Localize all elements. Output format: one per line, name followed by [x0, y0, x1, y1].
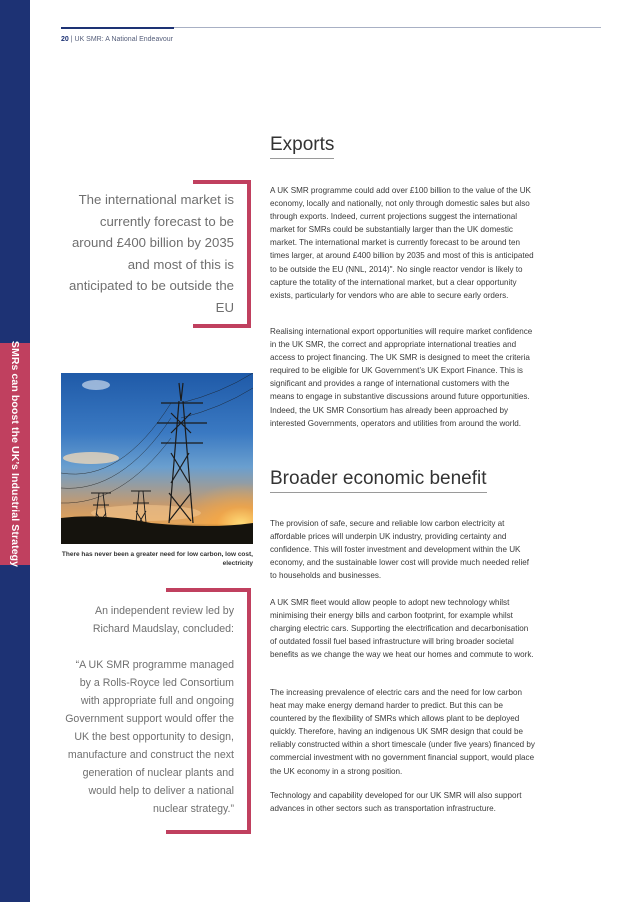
- page-number: 20: [61, 36, 69, 43]
- pylons-illustration: [61, 373, 253, 544]
- review-quote-block: [62, 602, 234, 818]
- pull-quote-market-forecast: The international market is currently forecast to be around £400 billion by 2035 and most of this is anticipated to be outside the EU: [69, 192, 234, 315]
- section-side-tab-label: SMRs can boost the UK’s Industrial Strategy: [9, 340, 21, 568]
- exports-paragraph-2: Realising international export opportunities will require market confidence in the UK SMR, the correct and appropriate international treaties and access to project financing. The UK SMR is designed to meet the criteria required to be eligible for UK Government’s UK Export Finance. This is significant and provides a range of international customers with the means to engage in substantive discussions around future opportunities. Indeed, the UK SMR Consortium has already been approached by interested Governments, operators and utilities from around the world.: [270, 327, 533, 428]
- broader-benefit-heading: Broader economic benefit: [270, 468, 487, 493]
- broader-paragraph-3: The increasing prevalence of electric cars and the need for low carbon heat may make energy demand harder to predict. But this can be countered by the flexibility of SMRs which allows plant to be deployed quickly. Therefore, having an indigenous UK SMR design that could be reliably constructed within a short timescale (under five years) financed by commercial investment with no government financial support, would place the UK economy in a strong position.: [270, 688, 535, 776]
- review-quote-intro: An independent review led by Richard Maudslay, concluded:: [92, 605, 234, 635]
- photo-caption: There has never been a greater need for low carbon, low cost, electricity: [61, 551, 253, 567]
- running-head: [61, 36, 173, 43]
- broader-paragraph-1: The provision of safe, secure and reliable low carbon electricity at affordable prices will underpin UK industry, providing certainty and confidence. This will foster investment and development within the UK economy, and the sustainable lower cost will provide much needed relief to households and businesses.: [270, 519, 529, 581]
- running-title: UK SMR: A National Endeavour: [74, 36, 173, 43]
- broader-paragraph-2: A UK SMR fleet would allow people to adopt new technology whilst minimising their energy bills and carbon footprint, for example whilst charging electric cars. Supporting the electrification and decarbonisation of outdated fossil fuel based infrastructure will bring broader societal benefits as we change the way we heat our homes and commute to work.: [270, 598, 534, 660]
- header-rule-accent: [61, 27, 174, 29]
- exports-paragraph-1: A UK SMR programme could add over £100 billion to the value of the UK economy, locally and nationally, not only through domestic sales but also through exports. Indeed, current projections suggest the international market for SMRs could be substantially larger than the UK domestic market. The international market is currently forecast to be around ten times larger, at around £400 billion by 2035 and most of this is anticipated to be outside the EU (NNL, 2014)". No single reactor vendor is likely to capture the totality of the international market, but a clear opportunity exists, particularly for vendors who are able to secure early orders.: [270, 186, 534, 300]
- pylons-sunset-photo: [61, 373, 253, 544]
- broader-paragraph-4: Technology and capability developed for our UK SMR will also support advances in other sectors such as transportation infrastructure.: [270, 791, 522, 814]
- exports-heading: Exports: [270, 134, 334, 159]
- running-head-divider: |: [70, 36, 75, 43]
- review-quote-text: “A UK SMR programme managed by a Rolls-Royce led Consortium with appropriate full and ongoing Government support would offer the UK the best opportunity to design, manufacture and construct the next generation of nuclear plants and would help to deliver a national nuclear strategy.”: [65, 659, 234, 815]
